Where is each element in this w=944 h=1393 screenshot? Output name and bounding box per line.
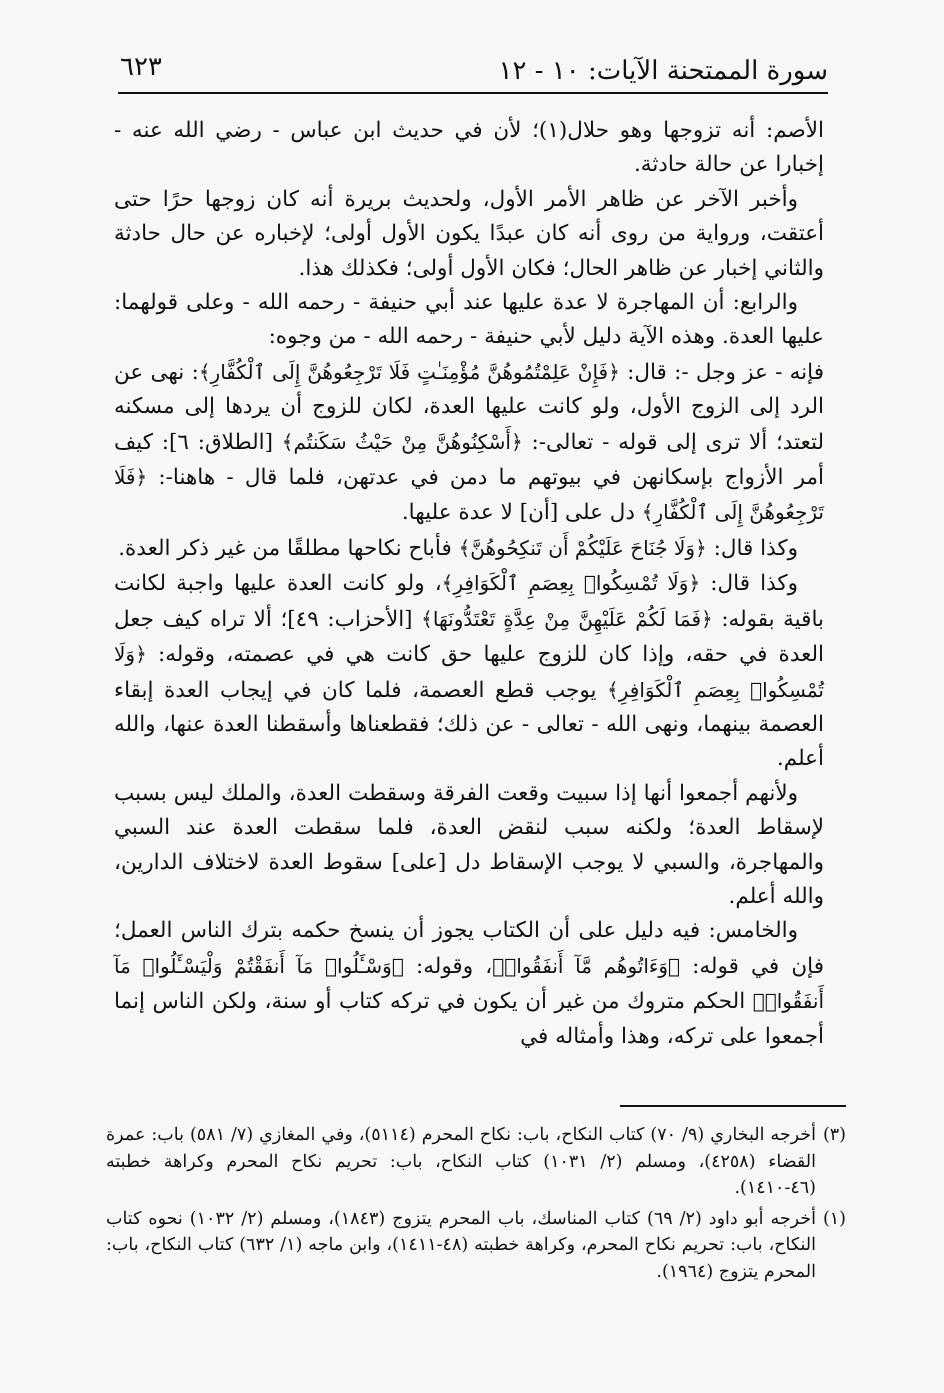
text-run: : نهى عن الرد إلى الزوج الأول، ولو كانت عليها العدة، لكان للزوج أن يردها إلى مسكنه لتعتد؛ ألا ترى إلى قوله - تعالى-: bbox=[114, 359, 824, 455]
quran-verse: ﴿وَءَاتُوهُم مَّآ أَنفَقُوا۟﴾ bbox=[492, 953, 680, 978]
footnote-separator bbox=[620, 1105, 846, 1107]
paragraph-8 bbox=[114, 914, 824, 1054]
footnote-text: أخرجه البخاري (٩/ ٧٠) كتاب النكاح، باب: نكاح المحرم (٥١١٤)، وفي المغازي (٧/ ٥٨١) باب: عمرة القضاء (٤٢٥٨)، ومسلم (٢/ ١٠٣١) كتاب النكاح، باب: تحريم نكاح المحرم وكراهة خطبته (٤٦-١٤١٠). bbox=[106, 1125, 816, 1198]
text-run: فأباح نكاحها مطلقًا من غير ذكر العدة. bbox=[118, 535, 459, 561]
footnote bbox=[106, 1206, 846, 1286]
paragraph-3: والرابع: أن المهاجرة لا عدة عليها عند أبي حنيفة - رحمه الله - وعلى قولهما: عليها العدة. وهذه الآية دليل لأبي حنيفة - رحمه الله - من وجوه: bbox=[114, 290, 824, 350]
text-run: [الأحزاب: ٤٩]؛ ألا تراه كيف جعل العدة في حقه، وإذا كان للزوج عليها حق كانت هي في عصمته، وقوله: bbox=[114, 606, 824, 668]
paragraph-7: ولأنهم أجمعوا أنها إذا سبيت وقعت الفرقة وسقطت العدة، والملك ليس بسبب لإسقاط العدة؛ ولكنه سبب لنقض العدة، فلما سقطت العدة عند السبي والمهاجرة، والسبي لا يوجب الإسقاط دل [على] سقوط العدة لاختلاف الدارين، والله أعلم. bbox=[114, 780, 824, 909]
paragraph-2: وأخبر الآخر عن ظاهر الأمر الأول، ولحديث بريرة أنه كان زوجها حرًا حتى أعتقت، ورواية من روى أنه كان عبدًا يكون الأول أولى؛ لإخباره عن حال حادثة والثاني إخبار عن ظاهر الحال؛ فكان الأول أولى؛ فكذلك هذا. bbox=[114, 186, 824, 281]
paragraph-5 bbox=[114, 531, 824, 566]
running-header bbox=[118, 48, 828, 94]
paragraph-4 bbox=[114, 355, 824, 531]
page-number: ٦٢٣ bbox=[120, 52, 162, 82]
quran-verse: ﴿فَإِنْ عَلِمْتُمُوهُنَّ مُؤْمِنَـٰتٍ فَلَا تَرْجِعُوهُنَّ إِلَى ٱلْكُفَّارِ﴾ bbox=[198, 359, 620, 384]
footnotes bbox=[106, 1122, 846, 1289]
text-run: [الطلاق: ٦]: كيف أمر الأزواج بإسكانهن في بيوتهم ما دمن في عدتهن، فلما قال - هاهنا-: bbox=[114, 429, 824, 491]
text-run: وكذا قال: bbox=[706, 535, 798, 561]
footnote-text: أخرجه أبو داود (٢/ ٦٩) كتاب المناسك، باب المحرم يتزوج (١٨٤٣)، ومسلم (٢/ ١٠٣٢) نحوه كتاب النكاح، باب: تحريم نكاح المحرم، وكراهة خطبته (٤٨-١٤١١)، وابن ماجه (١/ ٦٣٢) كتاب النكاح، باب: المحرم يتزوج (١٩٦٤). bbox=[106, 1208, 816, 1282]
footnote-number: (٣) bbox=[822, 1125, 846, 1145]
main-text bbox=[114, 114, 824, 1054]
text-run: ، ولو كانت العدة عليها واجبة لكانت باقية بقوله: bbox=[114, 571, 824, 632]
quran-verse: ﴿فَمَا لَكُمْ عَلَيْهِنَّ مِنْ عِدَّةٍ تَعْتَدُّونَهَا﴾ bbox=[421, 606, 713, 631]
footnote-number: (١) bbox=[822, 1208, 846, 1229]
text-run: فإنه - عز وجل -: قال: bbox=[619, 359, 824, 385]
quran-verse: ﴿وَلَا جُنَاحَ عَلَيْكُمْ أَن تَنكِحُوهُنَّ﴾ bbox=[458, 535, 707, 560]
quran-verse: ﴿وَلَا تُمْسِكُوا۟ بِعِصَمِ ٱلْكَوَافِرِ﴾ bbox=[441, 571, 701, 596]
quran-verse: ﴿وَلَا تُمْسِكُوا۟ بِعِصَمِ ٱلْكَوَافِرِ﴾ bbox=[114, 642, 824, 702]
text-run: ، وقوله: bbox=[403, 953, 493, 979]
paragraph-1: الأصم: أنه تزوجها وهو حلال(١)؛ لأن في حديث ابن عباس - رضي الله عنه - إخبارا عن حالة حادثة. bbox=[114, 118, 824, 178]
text-run: والخامس: فيه دليل على أن الكتاب يجوز أن ينسخ حكمه بترك الناس العمل؛ فإن في قوله: bbox=[114, 918, 824, 979]
text-run: وكذا قال: bbox=[700, 571, 798, 597]
text-run: دل على [أن] لا عدة عليها. bbox=[401, 500, 642, 526]
footnote bbox=[106, 1122, 846, 1202]
text-run: يوجب قطع العصمة، فلما كان في إيجاب العدة إبقاء العصمة بينهما، ونهى الله - تعالى - عن ذلك؛ فقطعناها وأسقطنا العدة عنها، والله أعلم. bbox=[114, 677, 824, 772]
quran-verse: ﴿أَسْكِنُوهُنَّ مِنْ حَيْثُ سَكَنتُم﴾ bbox=[281, 429, 523, 454]
surah-title: سورة الممتحنة الآيات: ١٠ - ١٢ bbox=[498, 56, 828, 86]
quran-verse: ﴿وَسْـَٔلُوا۟ مَآ أَنفَقْتُمْ وَلْيَسْـَٔلُوا۟ مَآ أَنفَقُوا۟﴾ bbox=[114, 953, 824, 1014]
text-run: الحكم متروك من غير أن يكون في تركه كتاب أو سنة، ولكن الناس إنما أجمعوا على تركه، وهذا وأمثاله في bbox=[114, 989, 824, 1049]
paragraph-6 bbox=[114, 566, 824, 776]
quran-verse: ﴿فَلَا تَرْجِعُوهُنَّ إِلَى ٱلْكُفَّارِ﴾ bbox=[114, 465, 824, 525]
